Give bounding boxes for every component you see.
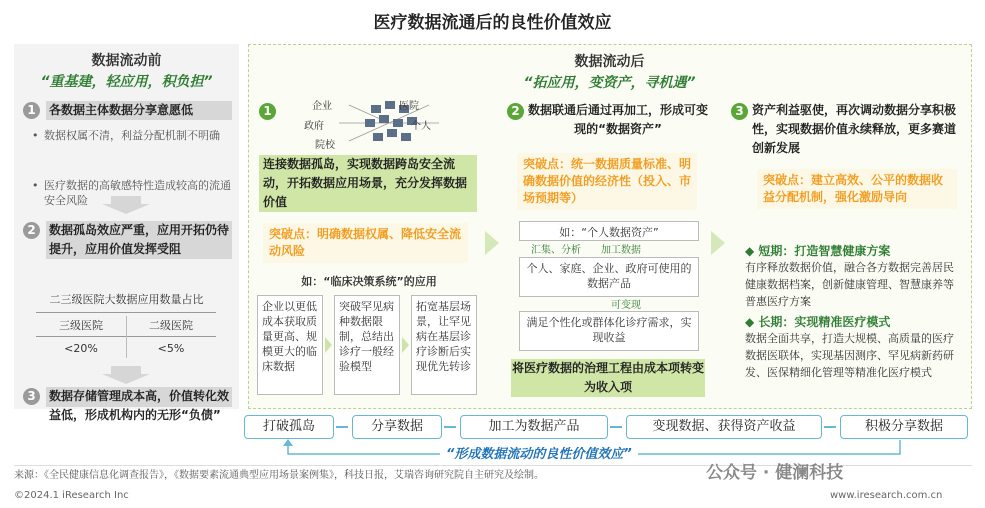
flow-step-1: 打破孤岛 [244,415,334,439]
after-col2-example: 如：“个人数据资产” [519,221,699,241]
before-panel [14,44,239,422]
step-number-1: 1 [259,103,276,120]
example-box-2: 突破罕见病种数据限制，总结出诊疗一般经验模型 [334,295,400,395]
table-header-tier2: 二级医院 [149,319,193,332]
after-col2-footer: 将医疗数据的治理工程由成本项转变为收入项 [511,359,705,397]
flow-step-5: 积极分享数据 [840,415,968,439]
step-number-2: 2 [23,222,40,239]
after-slogan: “拓应用，变资产，寻机遇” [523,75,696,91]
step-number-3: 3 [23,388,40,405]
label-realize: 可变现 [611,300,641,311]
label-collect-analyze: 汇集、分析 [531,245,581,256]
down-arrow-icon [111,366,141,374]
label-process-data: 加工数据 [601,245,641,256]
before-item-1-headline: 各数据主体数据分享意愿低 [46,101,232,120]
arrow-right-icon [824,426,836,428]
arrow-right-icon [336,426,348,428]
short-term-label: ◆ 短期：打造智慧健康方案 [745,244,891,258]
arrow-right-icon [444,426,456,428]
flow-step-2: 分享数据 [352,415,442,439]
short-term-text: 有序释放数据价值，融合各方数据完善居民健康数据档案，创新健康管理、智慧康养等普惠医疗方案 [745,261,954,308]
after-panel [248,44,972,409]
before-item-1-bullet-2: • 医疗数据的高敏感特性造成较高的流通安全风险 [32,178,232,208]
after-col2-breakthrough: 突破点：统一数据质量标准、明确数据价值的经济性（投入、市场预期等） [517,153,697,210]
after-heading: 数据流动后 [574,54,645,70]
after-col3-headline: 资产利益驱使，再次调动数据分享积极性，实现数据价值永续释放，更多赛道创新发展 [752,103,957,155]
before-item-2-headline: 数据孤岛效应严重，应用开拓仍待提升，应用价值发挥受阻 [46,221,232,259]
node-individual: 个人 [411,121,431,132]
after-col2-product-box: 个人、家庭、企业、政府可使用的数据产品 [519,257,699,297]
down-arrow-icon [111,196,141,204]
after-col3-breakthrough: 突破点：建立高效、公平的数据收益分配机制，强化激励导向 [757,169,957,209]
after-col2-revenue-box: 满足个性化或群体化诊疗需求，实现收益 [519,311,699,351]
node-college: 院校 [315,140,335,151]
after-col1-example-title: 如：“临床决策系统”的应用 [301,275,437,288]
table-header-tier3: 三级医院 [59,319,103,332]
table-value-tier2: <5% [157,342,185,355]
example-box-1: 企业以更低成本获取质量更高、规模更大的临床数据 [257,295,323,395]
table-title: 二三级医院大数据应用数量占比 [49,293,204,306]
page-title: 医疗数据流通后的良性价值效应 [373,13,612,33]
chevron-right-icon [711,231,725,255]
arrow-right-icon [610,426,622,428]
long-term-text: 数据全面共享，打造大规模、高质量的医疗数据医联体，实现基因测序、罕见病新药研发、医保精细化管理等精准化医疗模式 [745,332,954,379]
flow-slogan: “形成数据流动的良性价值效应” [440,443,638,462]
after-col1-headline: 连接数据孤岛，实现数据跨岛安全流动，开拓数据应用场景，充分发挥数据价值 [259,155,477,212]
step-number-2: 2 [507,103,524,120]
before-item-3-headline: 数据存储管理成本高，价值转化效益低，形成机构内的无形“负债” [46,387,232,407]
before-item-1-bullet-1: • 数据权属不清，利益分配机制不明确 [32,128,232,143]
chevron-right-icon [485,231,499,255]
flow-step-4: 变现数据、获得资产收益 [626,415,822,439]
node-enterprise: 企业 [312,101,332,112]
down-arrow-icon [102,204,150,214]
example-box-3: 拓宽基层场景，让罕见病在基层诊疗诊断后实现优先转诊 [411,295,477,395]
node-government: 政府 [304,121,324,132]
source-note: 来源：《全民健康信息化调查报告》，《数据要素流通典型应用场景案例集》，科技日报，艾瑞咨询研究院自主研究及绘制。 [14,470,544,481]
step-number-3: 3 [731,103,748,120]
before-slogan: “重基建，轻应用，积负担” [40,74,213,90]
after-col1-breakthrough: 突破点：明确数据权属、降低安全流动风险 [263,223,468,263]
down-arrow-icon [102,374,150,384]
node-hospital: 医院 [399,101,419,112]
after-col2-headline: 数据联通后通过再加工，形成可变现的“数据资产” [528,103,709,136]
flow-step-3: 加工为数据产品 [460,415,608,439]
before-heading: 数据流动前 [91,53,162,69]
watermark: 公众号 · 健澜科技 [706,463,844,483]
step-number-1: 1 [23,102,40,119]
long-term-label: ◆ 长期：实现精准医疗模式 [745,315,891,329]
table-value-tier3: <20% [64,342,98,355]
site-url: www.iresearch.com.cn [830,490,943,501]
copyright: ©2024.1 iResearch Inc [14,490,129,501]
